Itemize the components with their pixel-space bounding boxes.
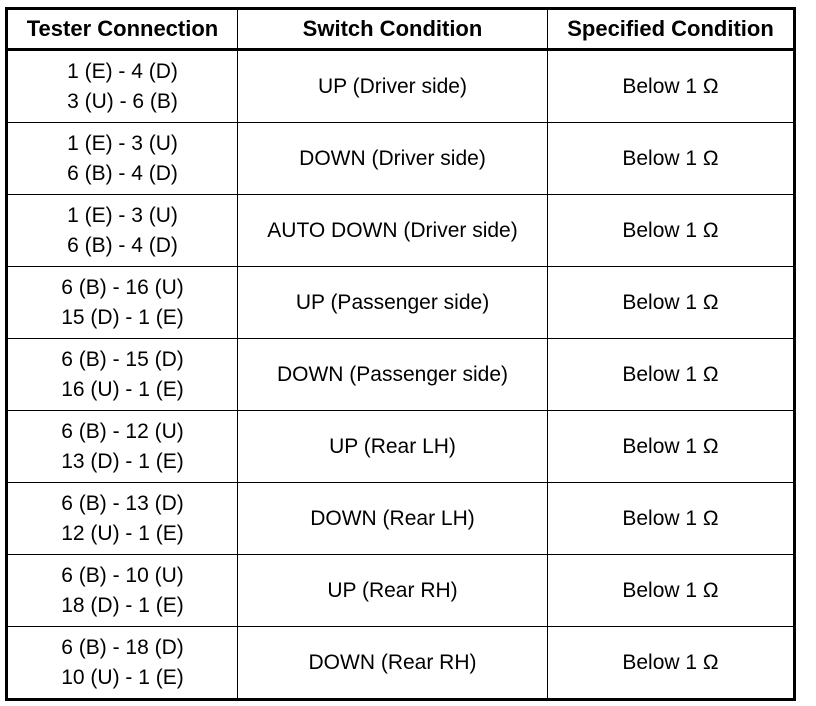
connection-line: 18 (D) - 1 (E)	[61, 593, 184, 617]
connection-line: 1 (E) - 3 (U)	[67, 203, 178, 227]
connection-line: 12 (U) - 1 (E)	[61, 521, 184, 545]
switch-condition-cell: UP (Rear RH)	[238, 555, 548, 627]
table-row	[7, 339, 795, 411]
switch-condition-cell: AUTO DOWN (Driver side)	[238, 195, 548, 267]
table-row	[7, 123, 795, 195]
specified-condition-cell: Below 1 Ω	[548, 339, 795, 411]
specified-condition-cell: Below 1 Ω	[548, 627, 795, 700]
connection-line: 16 (U) - 1 (E)	[61, 377, 184, 401]
connection-line: 13 (D) - 1 (E)	[61, 449, 184, 473]
switch-condition-cell: DOWN (Passenger side)	[238, 339, 548, 411]
connection-line: 6 (B) - 13 (D)	[61, 491, 184, 515]
specified-condition-cell: Below 1 Ω	[548, 555, 795, 627]
connection-line: 15 (D) - 1 (E)	[61, 305, 184, 329]
connection-line: 6 (B) - 4 (D)	[67, 233, 178, 257]
connection-line: 6 (B) - 12 (U)	[61, 419, 184, 443]
header-tester-connection: Tester Connection	[7, 9, 238, 50]
header-specified-condition: Specified Condition	[548, 9, 795, 50]
switch-condition-cell: UP (Rear LH)	[238, 411, 548, 483]
tester-connection-cell	[7, 555, 238, 627]
specified-condition-cell: Below 1 Ω	[548, 195, 795, 267]
tester-connection-cell	[7, 339, 238, 411]
table-row	[7, 555, 795, 627]
tester-connection-cell	[7, 267, 238, 339]
specified-condition-cell: Below 1 Ω	[548, 50, 795, 123]
header-switch-condition: Switch Condition	[238, 9, 548, 50]
specified-condition-cell: Below 1 Ω	[548, 411, 795, 483]
specified-condition-cell: Below 1 Ω	[548, 483, 795, 555]
connection-line: 6 (B) - 15 (D)	[61, 347, 184, 371]
table-row	[7, 411, 795, 483]
connection-line: 1 (E) - 4 (D)	[67, 59, 178, 83]
table-row	[7, 627, 795, 700]
connection-line: 6 (B) - 16 (U)	[61, 275, 184, 299]
connection-line: 6 (B) - 4 (D)	[67, 161, 178, 185]
specification-table	[5, 7, 796, 701]
connection-line: 1 (E) - 3 (U)	[67, 131, 178, 155]
table-row	[7, 483, 795, 555]
table-row	[7, 195, 795, 267]
switch-condition-cell: UP (Driver side)	[238, 50, 548, 123]
connection-line: 10 (U) - 1 (E)	[61, 665, 184, 689]
specified-condition-cell: Below 1 Ω	[548, 123, 795, 195]
switch-condition-cell: DOWN (Rear LH)	[238, 483, 548, 555]
switch-condition-cell: UP (Passenger side)	[238, 267, 548, 339]
tester-connection-cell	[7, 50, 238, 123]
connection-line: 6 (B) - 10 (U)	[61, 563, 184, 587]
specified-condition-cell: Below 1 Ω	[548, 267, 795, 339]
tester-connection-cell	[7, 195, 238, 267]
table-row	[7, 267, 795, 339]
table-row	[7, 50, 795, 123]
switch-condition-cell: DOWN (Driver side)	[238, 123, 548, 195]
connection-line: 3 (U) - 6 (B)	[67, 89, 178, 113]
tester-connection-cell	[7, 483, 238, 555]
header-row	[7, 9, 795, 50]
tester-connection-cell	[7, 411, 238, 483]
tester-connection-cell	[7, 123, 238, 195]
connection-line: 6 (B) - 18 (D)	[61, 635, 184, 659]
switch-condition-cell: DOWN (Rear RH)	[238, 627, 548, 700]
tester-connection-cell	[7, 627, 238, 700]
